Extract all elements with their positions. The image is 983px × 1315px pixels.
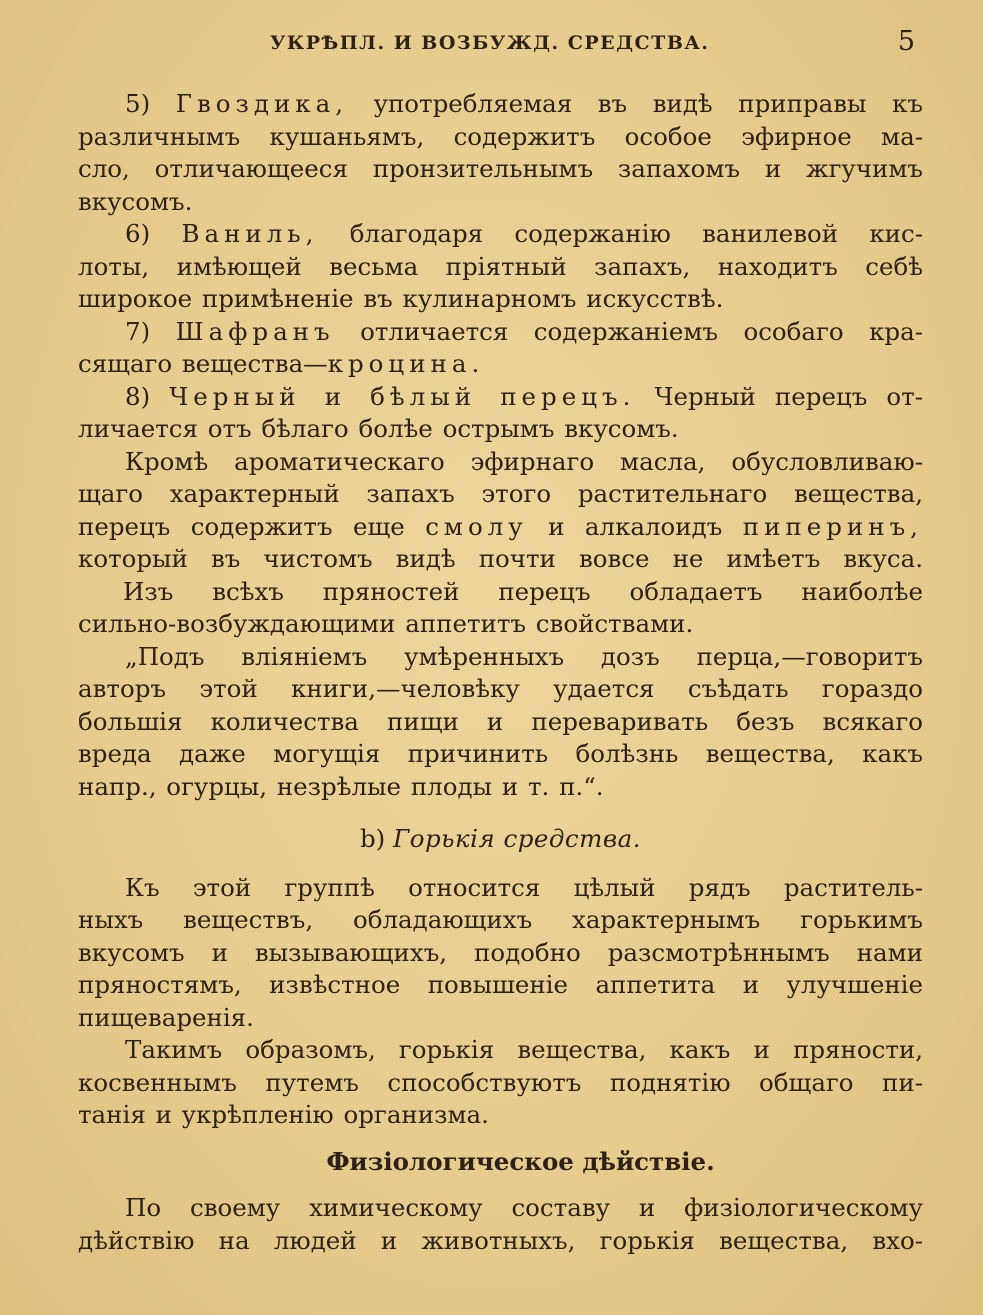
paragraph-spices-line-2: сильно-возбуждающими аппетитъ свойствами. [78,609,694,638]
paragraph-quote-line-5: напр., огурцы, незрѣлые плоды и т. п.“. [78,771,604,801]
paragraph-thus-line-2: косвеннымъ путемъ способствуютъ поднятію общаго пи- [78,1067,923,1097]
paragraph-bitter-line-1: Къ этой группѣ относится цѣлый рядъ раститель- [125,872,923,902]
paragraph-pepper-line-2: личается отъ бѣлаго болѣе острымъ вкусомъ. [78,414,679,443]
page-body [78,88,923,1257]
paragraph-aroma-line-2: щаго характерный запахъ этого растительнаго вещества, [78,479,923,508]
paragraph-saffron-line-1 [78,316,923,349]
paragraph-thus-line-3: танія и укрѣпленію организма. [78,1100,489,1129]
paragraph-physio-line-2: дѣйствію на людей и животныхъ, горькія вещества, вхо- [78,1225,923,1255]
paragraph-bitter-line-3: вкусомъ и вызывающихъ, подобно разсмотрѣннымъ нами [78,937,923,967]
text-span: отличается содержаніемъ особаго кра- [360,316,923,346]
paragraph-quote-line-1: „Подъ вліяніемъ умѣренныхъ дозъ перца,—говоритъ [125,641,923,671]
paragraph-vanilla-line-2: лоты, имѣющей весьма пріятный запахъ, находитъ себѣ [78,251,923,281]
paragraph-clove-line-1 [78,88,923,121]
paragraph-aroma-line-4: который въ чистомъ видѣ почти вовсе не имѣетъ вкуса. [78,544,923,573]
paragraph-quote-line-2: авторъ этой книги,—человѣку удается съѣдать гораздо [78,674,923,703]
paragraph-saffron-line-2 [78,348,923,381]
paragraph-physio-line-1: По своему химическому составу и физіологическому [125,1193,923,1222]
paragraph-clove-line-4: вкусомъ. [78,186,193,216]
paragraph-clove-line-2: различнымъ кушаньямъ, содержитъ особое эфирное ма- [78,121,923,151]
text-span: сящаго вещества— [78,349,328,378]
text-span: употребляемая въ видѣ приправы къ [373,89,923,118]
item-number: 6) [125,219,151,248]
spaced-term: смолу [425,511,528,541]
spaced-term: кроцина. [327,349,485,378]
subheading-title: Горькія средства. [393,824,642,853]
subheading-bitter [78,823,923,856]
paragraph-quote-line-4: вреда даже могущія причинить болѣзнь вещества, какъ [78,739,923,768]
paragraph-clove-line-3: сло, отличающееся пронзительнымъ запахомъ и жгучимъ [78,154,923,183]
paragraph-aroma-line-3 [78,511,923,544]
item-number: 7) [125,316,151,346]
text-span: и алкалоидъ [548,511,723,541]
paragraph-pepper-line-1 [78,381,923,414]
paragraph-bitter-line-4: пряностямъ, извѣстное повышеніе аппетита и улучшеніе [78,970,923,999]
item-number: 5) [125,89,151,118]
text-span: благодаря содержанію ванилевой кис- [349,219,924,248]
spaced-term: пиперинъ, [742,511,923,541]
text-span: Черный перецъ от- [654,381,923,411]
subheading-letter: b) [359,824,386,853]
paragraph-quote-line-3: большія количества пищи и переваривать безъ всякаго [78,706,923,736]
spaced-term: Ваниль, [181,219,319,248]
section-heading: Физіологическое дѣйствіе. [326,1146,715,1176]
paragraph-thus-line-1: Такимъ образомъ, горькія вещества, какъ и пряности, [125,1035,923,1064]
item-number: 8) [125,381,151,411]
page-number: 5 [897,26,915,57]
paragraph-aroma-line-1: Кромѣ ароматическаго эфирнаго масла, обусловливаю- [125,446,923,476]
page-header [0,28,983,58]
running-title: УКРѢПЛ. И ВОЗБУЖД. СРЕДСТВА. [270,32,710,54]
spaced-term: Гвоздика, [175,89,348,118]
spaced-term: Шафранъ [175,316,335,346]
paragraph-bitter-line-2: ныхъ веществъ, обладающихъ характернымъ горькимъ [78,905,923,934]
paragraph-vanilla-line-3: широкое примѣненіе въ кулинарномъ искусствѣ. [78,284,724,313]
paragraph-vanilla-line-1 [78,218,923,251]
spaced-term: Черный и бѣлый перецъ. [169,381,636,411]
paragraph-bitter-line-5: пищеваренія. [78,1002,254,1032]
paragraph-spices-line-1: Изъ всѣхъ пряностей перецъ обладаетъ наиболѣе [123,576,923,606]
text-span: перецъ содержитъ еще [78,511,405,541]
